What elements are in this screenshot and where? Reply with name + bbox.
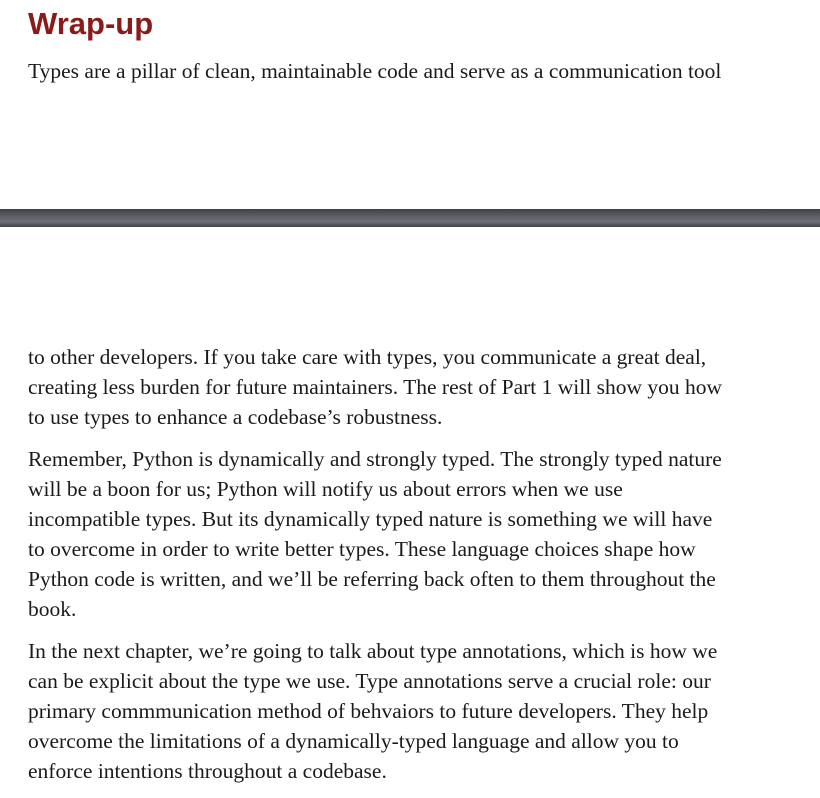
text-line: incompatible types. But its dynamically typed nature is something we will have: [28, 507, 713, 531]
text-line: In the next chapter, we’re going to talk about type annotations, which is how we: [28, 639, 718, 663]
text-line: enforce intentions throughout a codebase.: [28, 759, 387, 783]
text-line: to overcome in order to write better types. These language choices shape how: [28, 537, 696, 561]
text-line: Python code is written, and we’ll be referring back often to them throughout the: [28, 567, 716, 591]
text-line: book.: [28, 597, 77, 621]
text-line: will be a boon for us; Python will notify us about errors when we use: [28, 477, 623, 501]
paragraph-first-line: Types are a pillar of clean, maintainable code and serve as a communication tool: [28, 59, 722, 83]
page-top: [0, 0, 820, 209]
text-line: Remember, Python is dynamically and strongly typed. The strongly typed nature: [28, 447, 722, 471]
text-line: creating less burden for future maintainers. The rest of Part 1 will show you how: [28, 375, 723, 399]
page-break-divider: [0, 209, 820, 227]
text-line: to use types to enhance a codebase’s robustness.: [28, 405, 443, 429]
text-line: can be explicit about the type we use. Type annotations serve a crucial role: our: [28, 669, 711, 693]
page-content: [28, 342, 808, 798]
text-line: primary commmunication method of behvaiors to future developers. They help: [28, 699, 709, 723]
paragraph-continuation: [28, 342, 808, 432]
paragraph-next-chapter: [28, 636, 808, 786]
text-line: to other developers. If you take care with types, you communicate a great deal,: [28, 345, 707, 369]
paragraph-python-typing: [28, 444, 808, 624]
section-heading: Wrap-up: [28, 6, 154, 41]
text-line: overcome the limitations of a dynamically-typed language and allow you to: [28, 729, 679, 753]
